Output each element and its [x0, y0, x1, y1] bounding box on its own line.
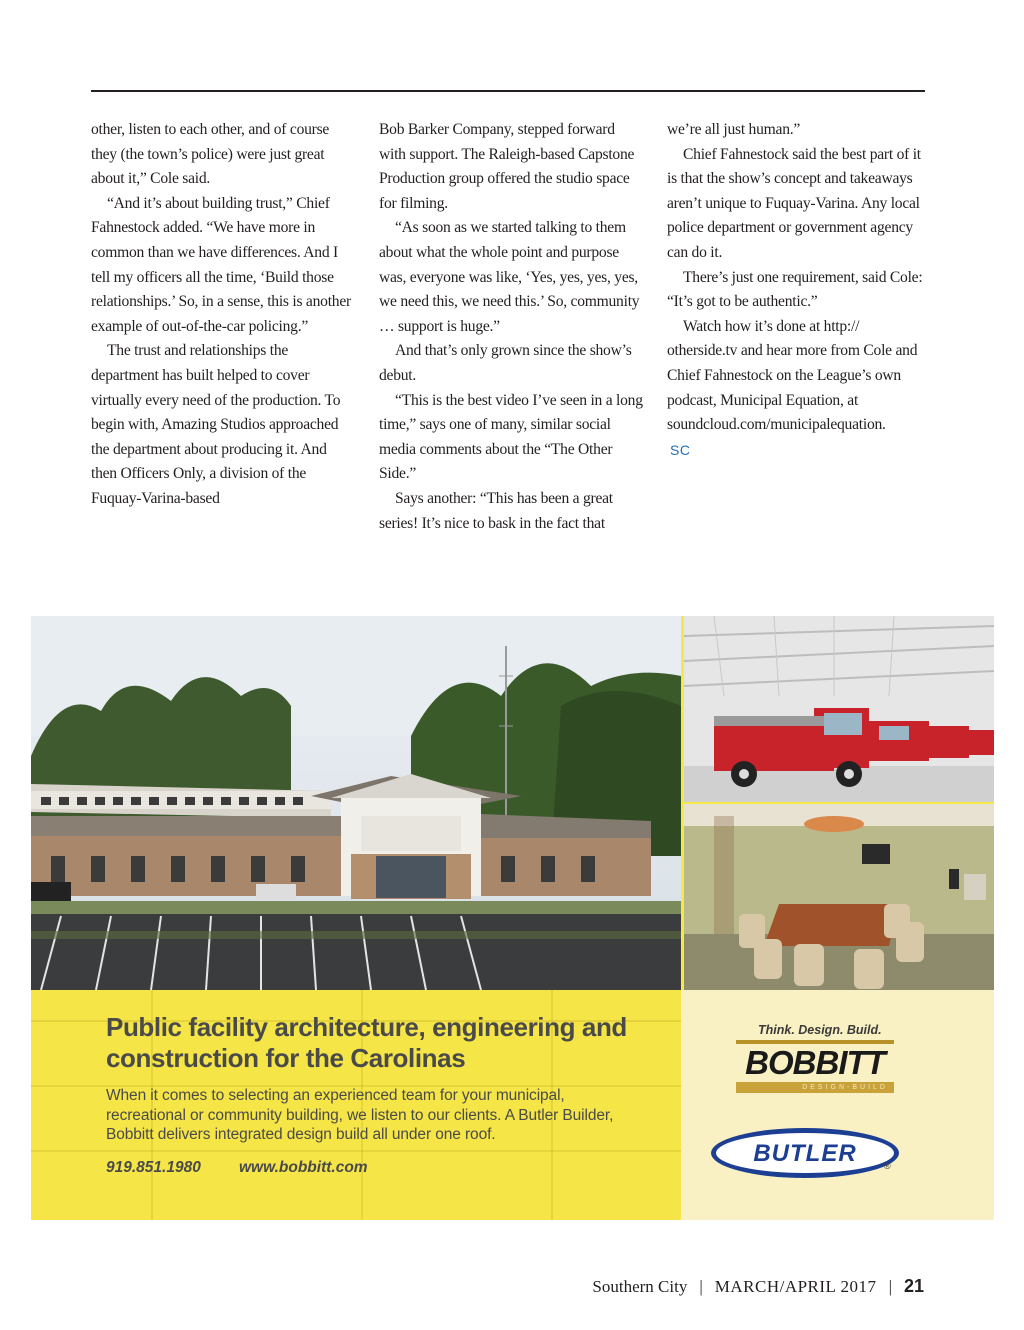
paragraph: “As soon as we started talking to them about what the whole point and purpose was, everyone was like, ‘Yes, yes, yes, yes, we need this, we need this.’ So, community … support is huge.” — [379, 219, 640, 335]
conference-room-photo — [684, 804, 994, 990]
paragraph: And that’s only grown since the show’s debut. — [379, 342, 632, 384]
building-photo — [31, 616, 681, 990]
paragraph: we’re all just human.” — [667, 121, 801, 138]
bobbitt-subtitle: DESIGN-BUILD — [736, 1082, 894, 1093]
registered-mark: ® — [884, 1161, 891, 1171]
ad-body-text: When it comes to selecting an experienced team for your municipal, recreational or community building, we listen to our clients. A Butler Builder, Bobbitt delivers integrated design build all under one roof. — [106, 1087, 614, 1143]
article-column-2 — [379, 118, 643, 536]
paragraph: “And it’s about building trust,” Chief Fahnestock added. “We have more in common than we have differences. And I tell my officers all the time, ‘Build those relationships.’ So, in a sense, this is another example of out-of-the-car policing.” — [91, 194, 351, 335]
paragraph: other, listen to each other, and of course they (the town’s police) were just great about it,” Cole said. — [91, 121, 330, 188]
end-mark: SC — [670, 441, 691, 458]
fire-station-photo — [684, 616, 994, 802]
advertisement — [31, 616, 994, 1220]
bobbitt-logo — [736, 1040, 894, 1093]
issue-date: MARCH/APRIL 2017 — [714, 1277, 877, 1296]
top-rule — [91, 90, 925, 92]
footer-separator: | — [699, 1277, 703, 1296]
paragraph: Watch how it’s done at http:// otherside.tv and hear more from Cole and Chief Fahnestock on the League’s own podcast, Municipal Equation, at soundcloud.com/municipalequation. — [667, 317, 918, 434]
paragraph: Bob Barker Company, stepped forward with support. The Raleigh-based Capstone Production group offered the studio space for filming. — [379, 121, 635, 212]
article-column-3 — [667, 118, 931, 463]
paragraph: There’s just one requirement, said Cole: “It’s got to be authentic.” — [667, 268, 923, 311]
paragraph: Chief Fahnestock said the best part of it is that the show’s concept and takeaways aren’t unique to Fuquay-Varina. Any local police department or government agency can do it. — [667, 145, 921, 261]
magazine-name: Southern City — [592, 1277, 688, 1296]
ad-headline: Public facility architecture, engineering and construction for the Carolinas — [106, 1012, 627, 1073]
paragraph: The trust and relationships the department has built helped to cover virtually every need of the production. To begin with, Amazing Studios approached the department about producing it. And then Officers Only, a division of the Fuquay-Varina-based — [91, 342, 341, 507]
page-footer — [592, 1276, 924, 1297]
paragraph: “This is the best video I’ve seen in a long time,” says one of many, similar social media comments about the “The Other Side.” — [379, 391, 643, 483]
ad-website-link[interactable]: www.bobbitt.com — [239, 1159, 368, 1176]
article-column-1 — [91, 118, 355, 512]
paragraph: Says another: “This has been a great series! It’s nice to bask in the fact that — [379, 489, 613, 532]
ad-tagline: Think. Design. Build. — [758, 1023, 882, 1037]
butler-logo — [711, 1128, 899, 1178]
bobbitt-wordmark: BOBBITT — [736, 1040, 894, 1081]
butler-wordmark: BUTLER — [753, 1140, 857, 1167]
footer-separator: | — [888, 1277, 892, 1296]
page-number: 21 — [903, 1276, 924, 1296]
ad-phone: 919.851.1980 — [106, 1159, 201, 1176]
